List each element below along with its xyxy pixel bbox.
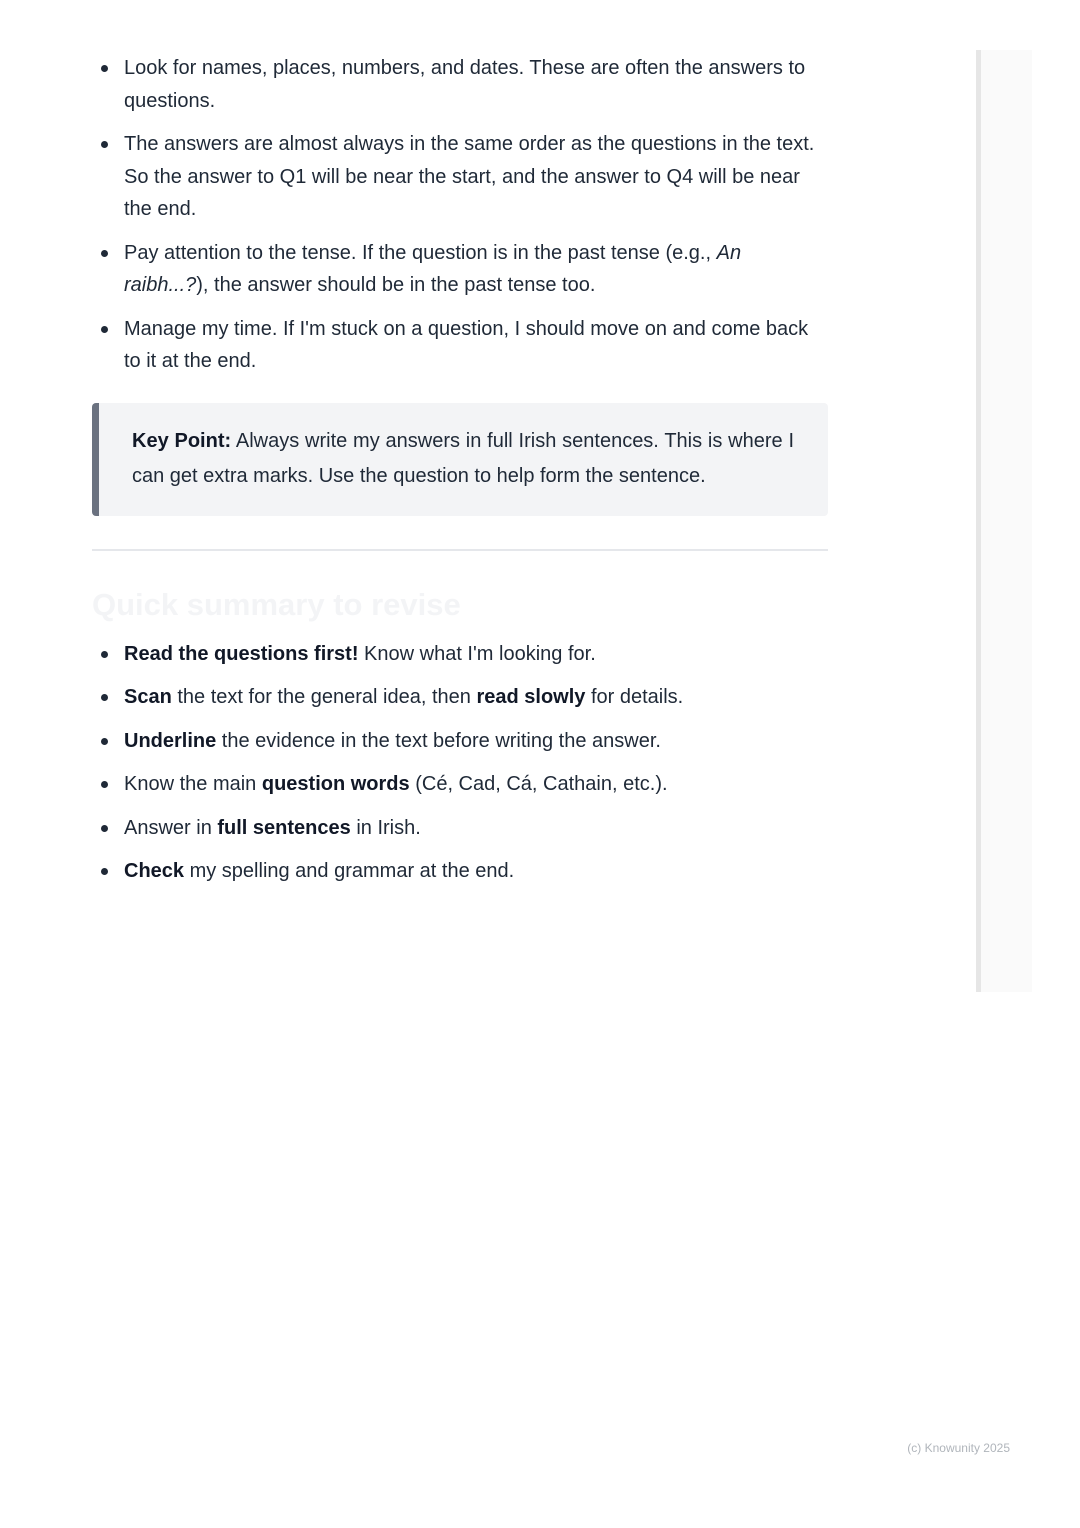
list-item [92, 681, 828, 714]
summary-heading: Quick summary to revise [92, 586, 461, 622]
list-item-text: The answers are almost always in the same order as the questions in the text. So the answer to Q1 will be near the start, and the answer to Q4 will be near the end. [124, 133, 815, 220]
list-item-text: question words [261, 773, 410, 795]
list-item-text: Scan [124, 686, 172, 708]
key-point-callout [92, 403, 828, 516]
list-item [92, 313, 828, 378]
copyright-footer: (c) Knowunity 2025 [907, 1441, 1010, 1455]
list-item-text: Know the main [124, 773, 262, 795]
list-item [92, 855, 828, 888]
list-item-text: the text for the general idea, then [171, 686, 477, 708]
list-item-text: in Irish. [350, 816, 421, 839]
callout-text: Always write my answers in full Irish sentences. This is where I can get extra marks. Use the question to help form the sentence. [132, 429, 794, 487]
list-item-text: for details. [585, 686, 684, 708]
list-item-text: Read the questions first! [124, 642, 359, 665]
list-item [92, 237, 828, 302]
bullet-dot-icon [101, 326, 108, 333]
bullet-dot-icon [101, 825, 108, 832]
list-item-text: full sentences [217, 816, 351, 839]
bullet-dot-icon [101, 250, 108, 257]
bullet-dot-icon [101, 65, 108, 72]
section-divider [92, 549, 828, 551]
bullet-dot-icon [101, 738, 108, 745]
callout-label: Key Point: [132, 429, 232, 452]
list-item-text: read slowly [476, 686, 586, 708]
list-item-text: the evidence in the text before writing the answer. [216, 729, 661, 752]
bullet-dot-icon [101, 141, 108, 148]
tips-list [92, 52, 828, 378]
list-item-text: Manage my time. If I'm stuck on a question, I should move on and come back to it at the end. [124, 317, 809, 372]
bullet-dot-icon [101, 868, 108, 875]
list-item-text: Answer in [124, 816, 218, 839]
bullet-dot-icon [101, 694, 108, 701]
list-item-text: Check [124, 860, 185, 882]
list-item-text: Know what I'm looking for. [358, 642, 596, 665]
list-item [92, 812, 828, 845]
list-item-text: Pay attention to the tense. If the question is in the past tense (e.g., [124, 241, 717, 264]
bullet-dot-icon [101, 781, 108, 788]
list-item [92, 638, 828, 671]
list-item-text: An raibh...? [124, 241, 742, 296]
list-item-text: Underline [124, 729, 217, 752]
list-item-text: (Cé, Cad, Cá, Cathain, etc.). [409, 773, 668, 795]
list-item [92, 128, 828, 226]
scrollbar-track[interactable] [976, 50, 1032, 992]
summary-list [92, 638, 828, 888]
list-item-text: Look for names, places, numbers, and dates. These are often the answers to questions. [124, 57, 806, 112]
list-item [92, 52, 828, 117]
list-item [92, 768, 828, 801]
list-item-text: my spelling and grammar at the end. [184, 860, 515, 882]
list-item-text: ), the answer should be in the past tense too. [196, 274, 596, 296]
document-content [92, 50, 828, 899]
bullet-dot-icon [101, 651, 108, 658]
list-item [92, 725, 828, 758]
